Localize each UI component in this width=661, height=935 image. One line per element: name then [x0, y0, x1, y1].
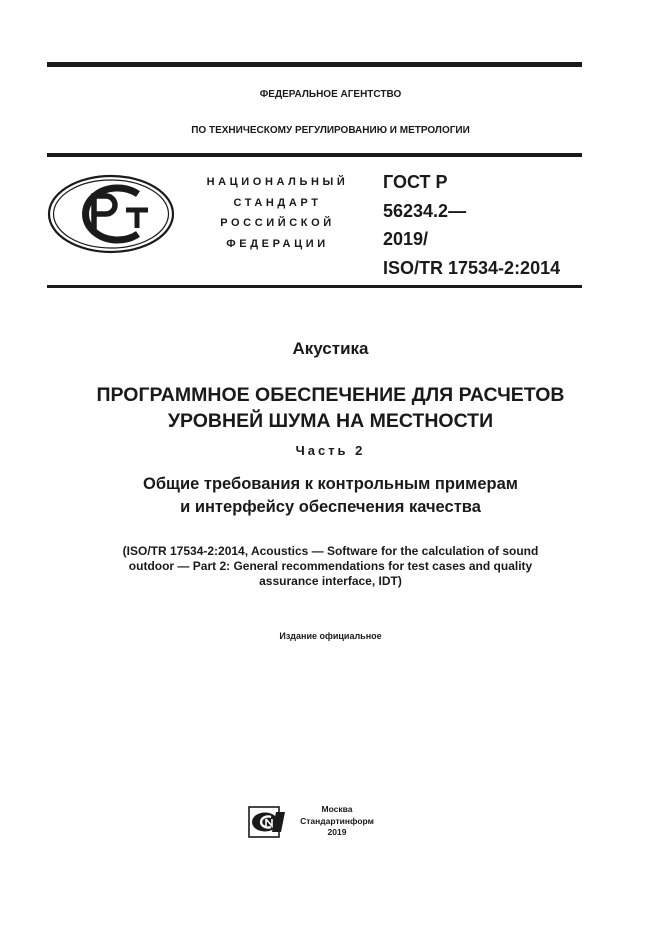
intl-line-3: assurance interface, IDT) [259, 574, 402, 588]
document-heading [30, 382, 631, 434]
publisher-year: 2019 [327, 827, 347, 837]
standard-type [190, 172, 365, 254]
international-reference [40, 544, 621, 589]
header-rule [47, 153, 582, 157]
agency-line-2: ПО ТЕХНИЧЕСКОМУ РЕГУЛИРОВАНИЮ И МЕТРОЛОГИИ [191, 125, 470, 136]
designation-rule [47, 285, 582, 288]
rst-logo-icon [46, 174, 176, 254]
top-rule [47, 62, 582, 67]
part-label: Часть 2 [295, 443, 366, 458]
heading-line-1: ПРОГРАММНОЕ ОБЕСПЕЧЕНИЕ ДЛЯ РАСЧЕТОВ [96, 384, 565, 406]
publisher-city: Москва [321, 804, 353, 814]
standard-type-line-2: СТАНДАРТ [233, 196, 322, 209]
designation-line-4: ISO/TR 17534-2:2014 [383, 257, 561, 278]
subtitle-line-1: Общие требования к контрольным примерам [143, 475, 518, 493]
standard-designation [383, 168, 583, 282]
standartinform-logo-icon [248, 806, 286, 838]
subtitle-line-2: и интерфейсу обеспечения качества [180, 498, 481, 516]
designation-line-1: ГОСТ Р [383, 172, 448, 192]
standard-type-line-1: НАЦИОНАЛЬНЫЙ [206, 176, 349, 188]
standard-type-line-3: РОССИЙСКОЙ [220, 217, 335, 229]
main-title: Акустика [292, 339, 369, 358]
agency-line-1: ФЕДЕРАЛЬНОЕ АГЕНТСТВО [259, 89, 402, 100]
intl-line-2: outdoor — Part 2: General recommendations for test cases and quality [128, 559, 533, 573]
publisher-info [292, 804, 382, 839]
designation-line-3: 2019/ [383, 229, 429, 249]
publisher-name: Стандартинформ [300, 815, 374, 826]
heading-line-2: УРОВНЕЙ ШУМА НА МЕСТНОСТИ [167, 410, 494, 432]
designation-line-2: 56234.2— [383, 200, 467, 221]
standard-type-line-4: ФЕДЕРАЦИИ [226, 237, 329, 250]
edition-label: Издание официальное [279, 631, 382, 641]
document-subtitle [30, 473, 631, 519]
intl-line-1: (ISO/TR 17534-2:2014, Acoustics — Software for the calculation of sound [122, 544, 539, 558]
